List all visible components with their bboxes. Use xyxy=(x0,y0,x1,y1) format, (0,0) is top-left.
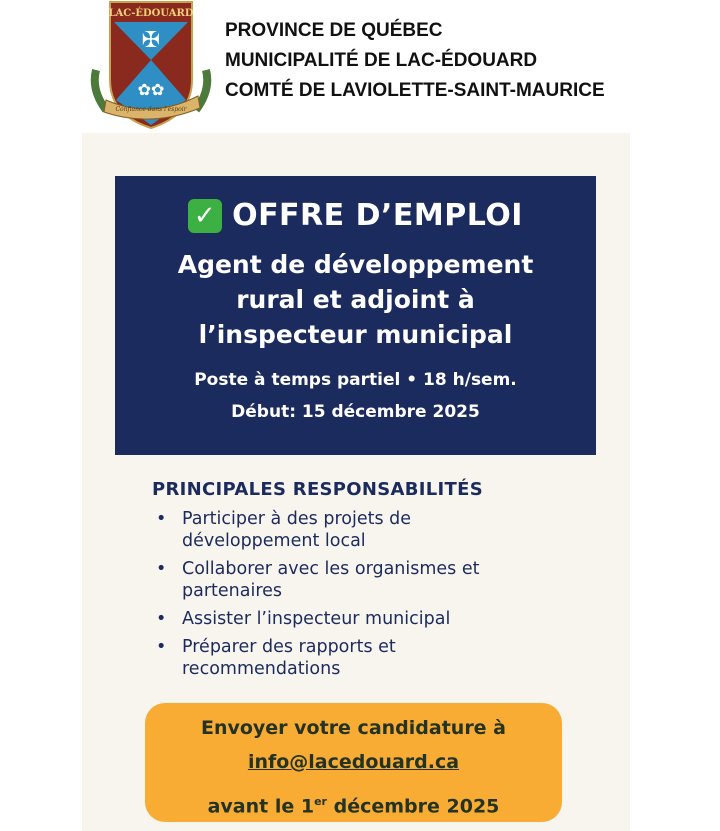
header-county: COMTÉ DE LAVIOLETTE-SAINT-MAURICE xyxy=(225,80,605,101)
responsibilities-list xyxy=(152,508,552,686)
municipal-coat-of-arms xyxy=(86,0,216,132)
list-item: • Collaborer avec les organismes et partenaires xyxy=(152,558,552,602)
municipality-header xyxy=(225,16,605,106)
offer-label: OFFRE D’EMPLOI xyxy=(232,198,523,233)
list-item: • Participer à des projets de développement local xyxy=(152,508,552,552)
responsibilities-heading: PRINCIPALES RESPONSABILITÉS xyxy=(152,479,483,500)
application-callout xyxy=(145,703,562,822)
job-title-line: l’inspecteur municipal xyxy=(198,320,513,349)
deadline-date: décembre 2025 xyxy=(326,795,500,818)
job-schedule: Poste à temps partiel • 18 h/sem. xyxy=(194,370,517,390)
cta-deadline xyxy=(145,785,562,823)
job-title-line: rural et adjoint à xyxy=(236,285,475,314)
list-item: • Préparer des rapports et recommendations xyxy=(152,636,552,680)
deadline-ordinal: er xyxy=(314,795,327,808)
svg-text:Confiance dans l'espoir: Confiance dans l'espoir xyxy=(115,106,187,113)
email-link[interactable]: info@lacedouard.ca xyxy=(247,751,460,773)
deadline-text: avant le 1 xyxy=(207,795,315,818)
job-title xyxy=(115,247,596,352)
header-municipality: MUNICIPALITÉ DE LAC-ÉDOUARD xyxy=(225,50,538,71)
svg-text:LAC-ÉDOUARD: LAC-ÉDOUARD xyxy=(108,8,194,19)
job-offer-poster xyxy=(82,133,630,831)
job-start-date: Début: 15 décembre 2025 xyxy=(231,402,480,422)
header-province: PROVINCE DE QUÉBEC xyxy=(225,20,443,41)
cta-instruction: Envoyer votre candidature à xyxy=(200,717,507,739)
list-item: • Assister l’inspecteur municipal xyxy=(152,608,552,630)
job-offer-banner xyxy=(115,176,596,455)
check-icon: ✓ xyxy=(188,199,222,233)
job-title-line: Agent de développement xyxy=(177,250,534,279)
svg-text:✠: ✠ xyxy=(141,28,161,53)
svg-text:✿✿: ✿✿ xyxy=(137,80,165,99)
offer-heading xyxy=(115,198,596,233)
